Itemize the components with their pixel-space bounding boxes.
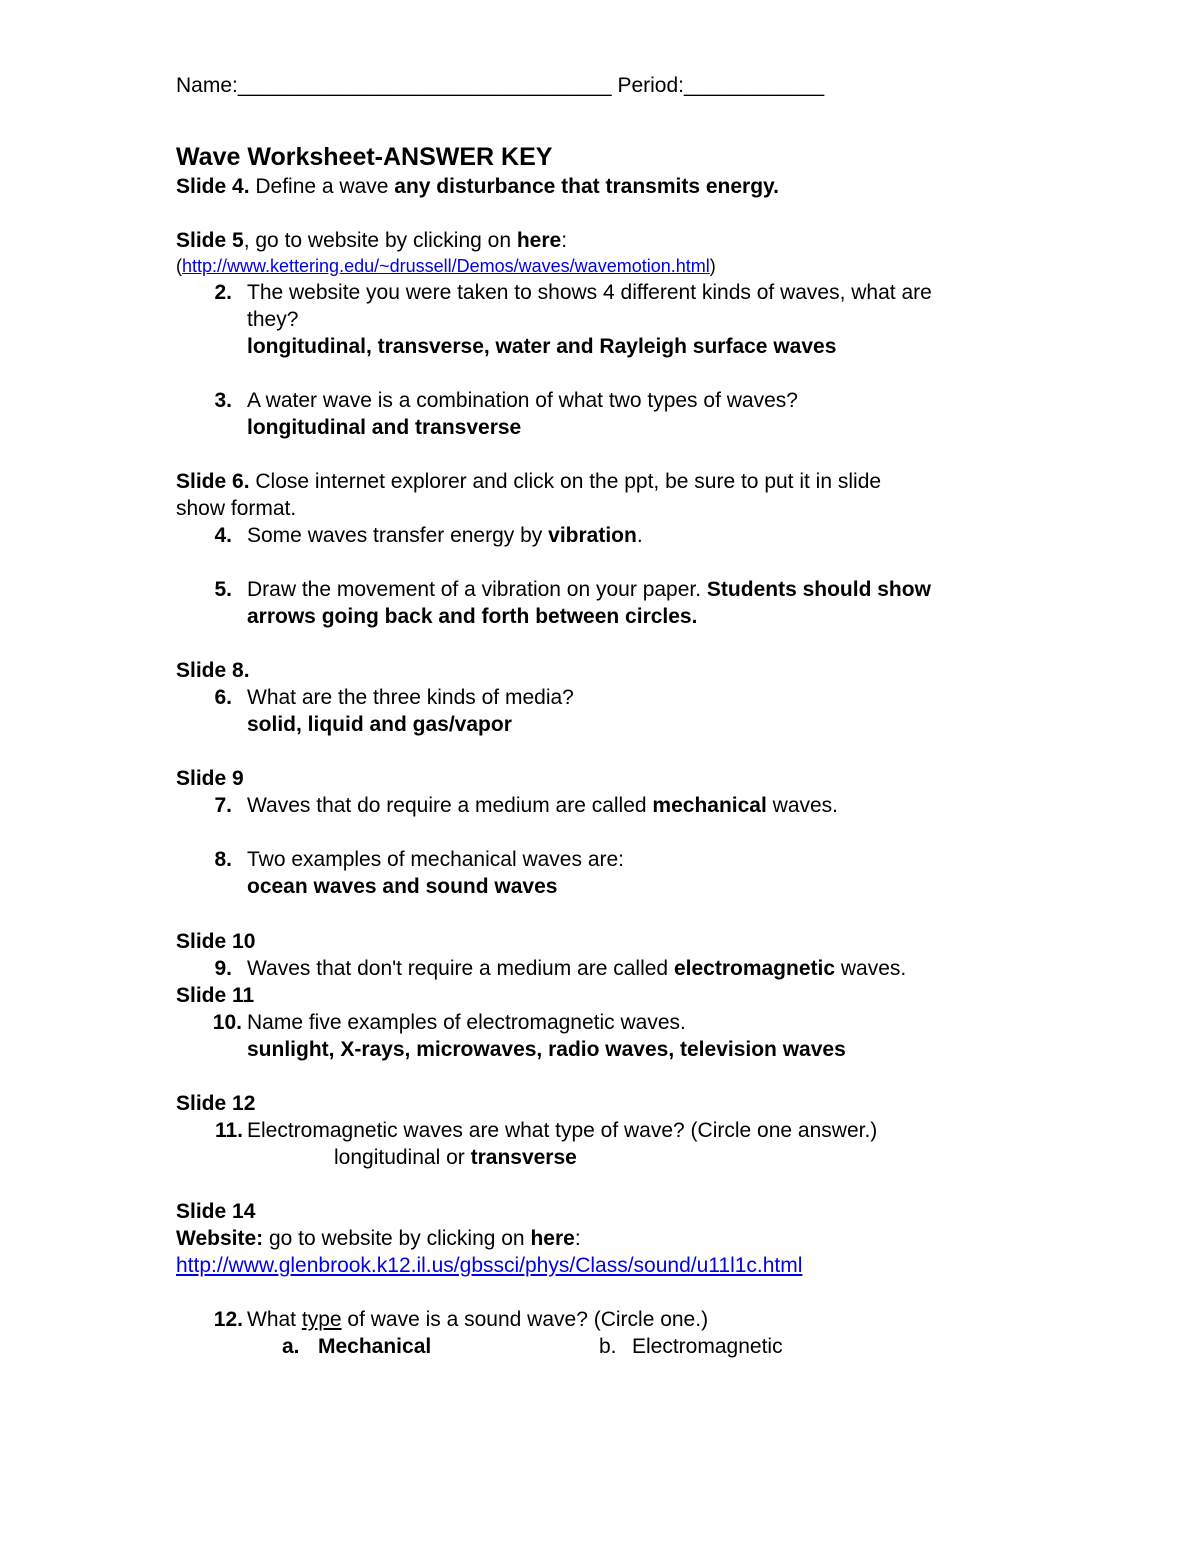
slide6-text-line1: Close internet explorer and click on the ppt, be sure to put it in slide bbox=[249, 470, 882, 493]
q12-number: 12. bbox=[213, 1308, 243, 1331]
slide14-url-line bbox=[176, 1252, 802, 1279]
q8-text: Two examples of mechanical waves are: bbox=[247, 848, 625, 871]
q5-answer-line2: arrows going back and forth between circles. bbox=[247, 605, 698, 628]
slide4-label: Slide 4. bbox=[176, 175, 250, 198]
q9-answer: electromagnetic bbox=[673, 957, 836, 980]
q7-line bbox=[247, 792, 838, 819]
q9-number: 9. bbox=[214, 957, 232, 980]
slide4-answer: any disturbance that transmits energy. bbox=[394, 175, 779, 198]
q3-answer: longitudinal and transverse bbox=[247, 416, 522, 439]
q11-options bbox=[334, 1144, 577, 1171]
q7-text: Waves that do require a medium are called bbox=[247, 794, 653, 817]
q10-answer: sunlight, X-rays, microwaves, radio waves, television waves bbox=[247, 1038, 846, 1061]
q12-underlined-type: type bbox=[301, 1308, 342, 1331]
q3-text: A water wave is a combination of what two types of waves? bbox=[247, 389, 798, 412]
q2-text-line2: they? bbox=[247, 308, 299, 331]
q5-text: Draw the movement of a vibration on your paper. bbox=[247, 578, 707, 601]
slide8-label: Slide 8. bbox=[176, 659, 250, 682]
q5-answer-line1: Students should show bbox=[706, 578, 931, 601]
q4-answer: vibration bbox=[548, 524, 637, 547]
slide5-here: here bbox=[516, 229, 562, 252]
slide6-label: Slide 6. bbox=[176, 470, 250, 493]
name-field-label: Name:________________________________ bbox=[176, 74, 612, 97]
slide4-line bbox=[176, 173, 779, 200]
slide6-text-line2: show format. bbox=[176, 497, 297, 520]
slide14-label: Slide 14 bbox=[176, 1200, 256, 1223]
slide5-url-line bbox=[176, 253, 716, 280]
q12-line bbox=[247, 1306, 708, 1333]
q4-line bbox=[247, 522, 643, 549]
q9-line bbox=[247, 955, 906, 982]
kettering-link[interactable]: http://www.kettering.edu/~drussell/Demos/waves/wavemotion.html bbox=[182, 256, 710, 276]
slide14-here: here bbox=[530, 1227, 575, 1250]
q9-text: Waves that don't require a medium are called bbox=[247, 957, 674, 980]
q10-number: 10. bbox=[212, 1011, 242, 1034]
q3-number: 3. bbox=[214, 389, 232, 412]
q4-text: Some waves transfer energy by bbox=[247, 524, 549, 547]
glenbrook-link[interactable]: http://www.glenbrook.k12.il.us/gbssci/phys/Class/sound/u11l1c.html bbox=[176, 1254, 803, 1277]
paren-open: ( bbox=[176, 256, 182, 276]
slide14-prompt: go to website by clicking on bbox=[263, 1227, 531, 1250]
website-label: Website: bbox=[176, 1227, 264, 1250]
q11-text: Electromagnetic waves are what type of wave? (Circle one answer.) bbox=[247, 1119, 878, 1142]
q2-answer: longitudinal, transverse, water and Rayleigh surface waves bbox=[247, 335, 837, 358]
slide5-label: Slide 5 bbox=[176, 229, 244, 252]
slide5-line bbox=[176, 227, 567, 254]
q5-line1 bbox=[247, 576, 931, 603]
period-field-label: Period:____________ bbox=[617, 74, 825, 97]
q2-text-line1: The website you were taken to shows 4 different kinds of waves, what are bbox=[247, 281, 932, 304]
q10-text: Name five examples of electromagnetic waves. bbox=[247, 1011, 686, 1034]
q9-text-after: waves. bbox=[835, 957, 907, 980]
q6-text: What are the three kinds of media? bbox=[247, 686, 574, 709]
q12-option-b-text: Electromagnetic bbox=[632, 1335, 783, 1358]
q12-text-after: of wave is a sound wave? (Circle one.) bbox=[341, 1308, 709, 1331]
slide6-line1 bbox=[176, 468, 881, 495]
slide5-colon: : bbox=[561, 229, 568, 252]
q8-answer: ocean waves and sound waves bbox=[247, 875, 558, 898]
q8-number: 8. bbox=[214, 848, 232, 871]
q6-answer: solid, liquid and gas/vapor bbox=[247, 713, 512, 736]
slide14-website-line bbox=[176, 1225, 581, 1252]
slide10-label: Slide 10 bbox=[176, 930, 256, 953]
q11-option-longitudinal: longitudinal or bbox=[334, 1146, 471, 1169]
q6-number: 6. bbox=[214, 686, 232, 709]
slide11-label: Slide 11 bbox=[176, 984, 255, 1007]
q11-option-transverse: transverse bbox=[470, 1146, 577, 1169]
paren-close: ) bbox=[709, 256, 716, 276]
q4-number: 4. bbox=[214, 524, 232, 547]
q4-period: . bbox=[636, 524, 643, 547]
slide4-prompt: Define a wave bbox=[249, 175, 395, 198]
slide9-label: Slide 9 bbox=[176, 767, 244, 790]
slide5-prompt: , go to website by clicking on bbox=[243, 229, 517, 252]
q12-text: What bbox=[247, 1308, 302, 1331]
q7-answer: mechanical bbox=[652, 794, 767, 817]
q12-option-b-letter: b. bbox=[599, 1335, 617, 1358]
q7-text-after: waves. bbox=[766, 794, 839, 817]
q5-number: 5. bbox=[214, 578, 232, 601]
slide14-colon: : bbox=[574, 1227, 581, 1250]
q11-number: 11. bbox=[214, 1119, 243, 1142]
worksheet-title: Wave Worksheet-ANSWER KEY bbox=[176, 143, 553, 171]
name-period-line bbox=[176, 72, 824, 99]
q12-option-a-text: Mechanical bbox=[318, 1335, 432, 1358]
q7-number: 7. bbox=[214, 794, 232, 817]
q12-option-a-letter: a. bbox=[282, 1335, 300, 1358]
slide12-label: Slide 12 bbox=[176, 1092, 256, 1115]
q2-number: 2. bbox=[214, 281, 232, 304]
